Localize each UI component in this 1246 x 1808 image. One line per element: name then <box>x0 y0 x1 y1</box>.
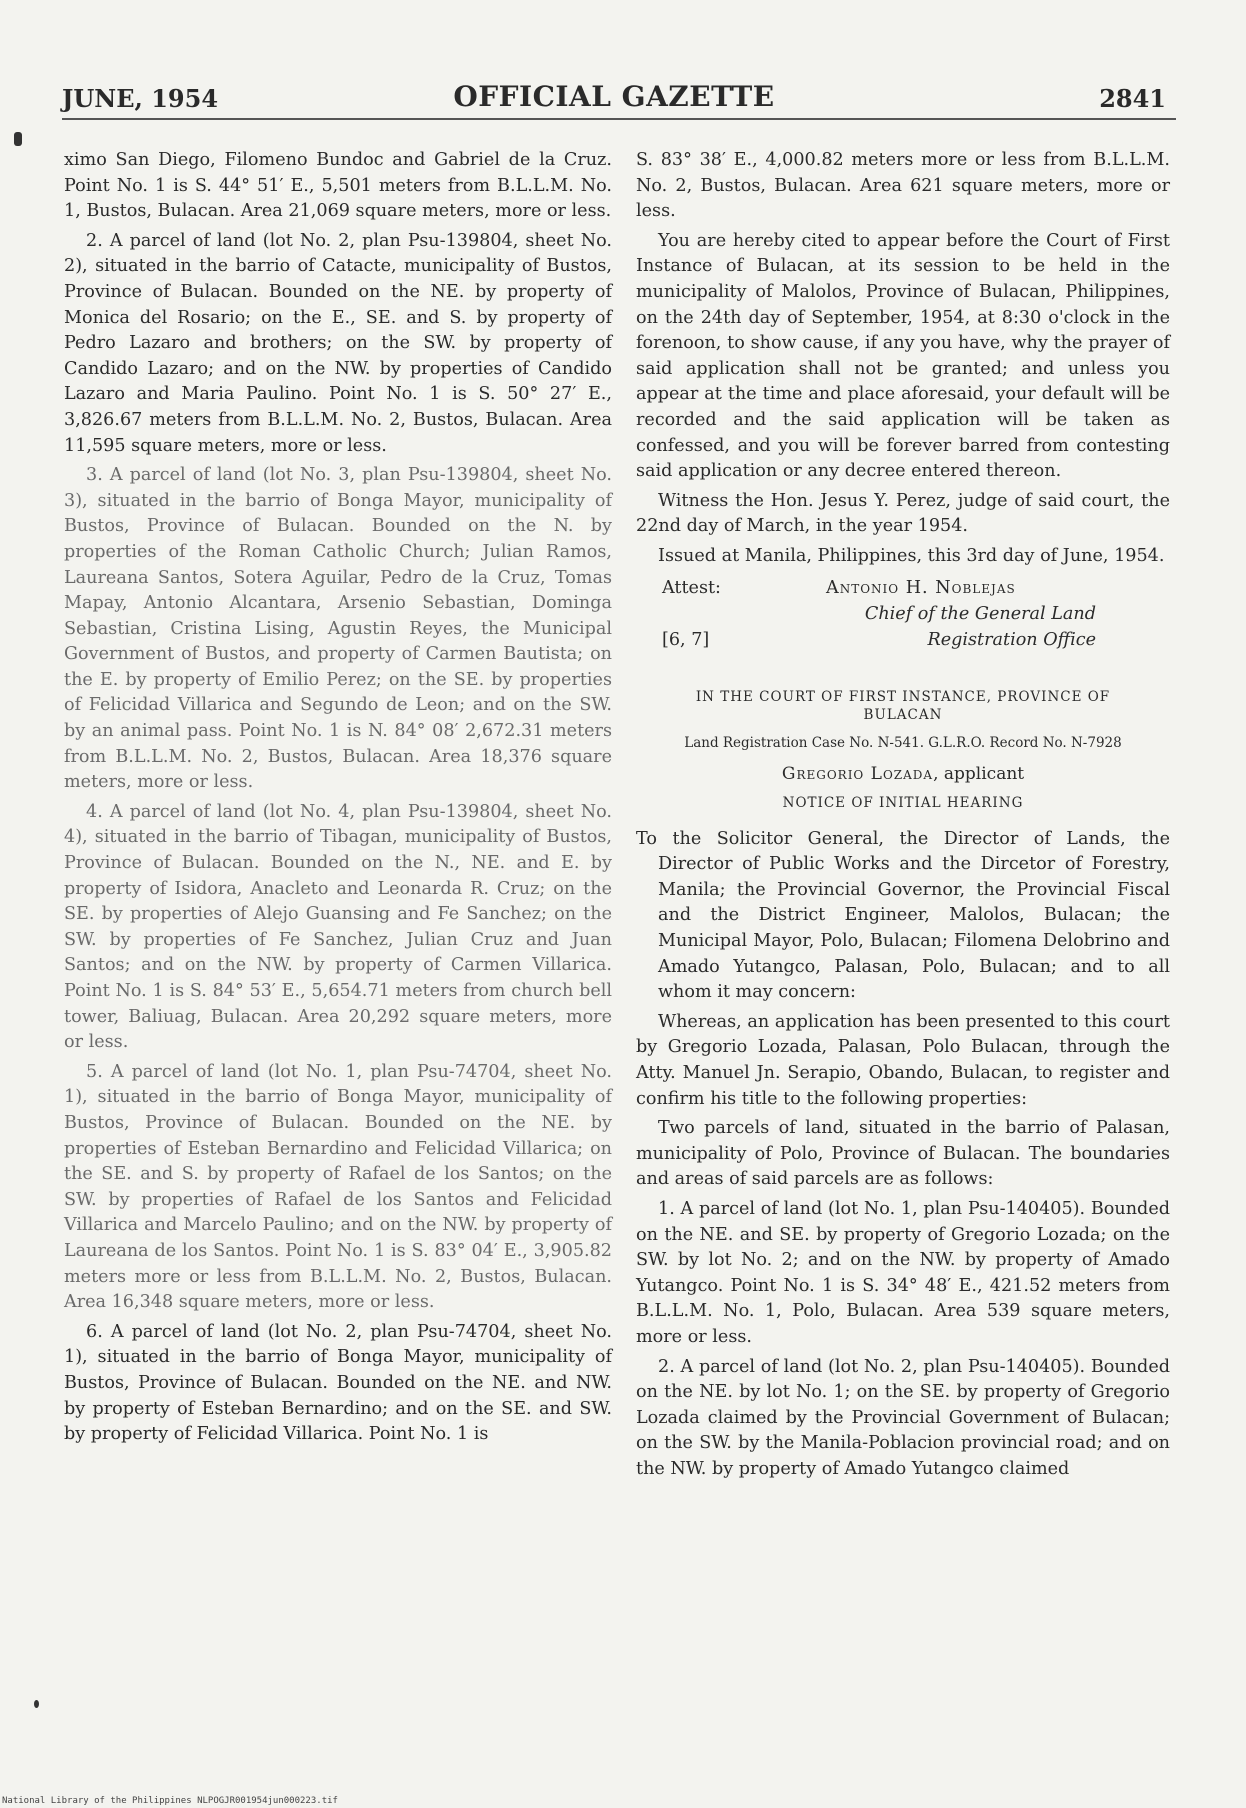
left-paragraph-3: 3. A parcel of land (lot No. 3, plan Psu-139804, sheet No. 3), situated in the barrio of Bonga Mayor, municipality of Bustos, Province of Bulacan. Bounded on the N. by properties of the Roman Catholic Church; Julian Ramos, Laureana Santos, Sotera Aguilar, Pedro de la Cruz, Tomas Mapay, Antonio Alcantara, Arsenio Sebastian, Dominga Sebastian, Cristina Lising, Agustin Reyes, the Municipal Government of Bustos, and property of Carmen Bautista; on the E. by property of Emilio Perez; on the SE. by properties of Felicidad Villarica and Segundo de Leon; and on the SW. by an animal pass. Point No. 1 is N. 84° 08′ 2,672.31 meters from B.L.L.M. No. 2, Bustos, Bulacan. Area 18,376 square meters, more or less. <box>64 465 612 793</box>
parcel-2-paragraph: 2. A parcel of land (lot No. 2, plan Psu-140405). Bounded on the NE. by lot No. 1; on the SE. by property of Gregorio Lozada claimed by the Provincial Government of Bulacan; on the SW. by the Manila-Poblacion provincial road; and on the NW. by property of Amado Yutangco claimed <box>636 1356 1170 1479</box>
header-rule <box>62 118 1176 120</box>
header-date: JUNE, 1954 <box>62 84 219 113</box>
parcels-paragraph: Two parcels of land, situated in the barrio of Palasan, municipality of Polo, Province of Bulacan. The boundaries and areas of said parcels are as follows: <box>636 1118 1170 1190</box>
scan-footer: National Library of the Philippines NLPOGJR001954jun000223.tif <box>2 1796 338 1806</box>
whereas-paragraph: Whereas, an application has been presented to this court by Gregorio Lozada, Palasan, Polo Bulacan, through the Atty. Manuel Jn. Serapio, Obando, Bulacan, to register and confirm his title to the following properties: <box>636 1011 1170 1109</box>
left-paragraph-1: ximo San Diego, Filomeno Bundoc and Gabriel de la Cruz. Point No. 1 is S. 44° 51′ E., 5,501 meters from B.L.L.M. No. 1, Bustos, Bulacan. Area 21,069 square meters, more or less. <box>64 150 612 222</box>
header-page-number: 2841 <box>1099 84 1166 113</box>
attest-issue-number: [6, 7] <box>662 629 710 650</box>
left-paragraph-6: 6. A parcel of land (lot No. 2, plan Psu-74704, sheet No. 1), situated in the barrio of Bonga Mayor, municipality of Bustos, Province of Bulacan. Bounded on the NE. and NW. by property of Esteban Bernardino; and on the SE. and SW. by property of Felicidad Villarica. Point No. 1 is <box>64 1321 612 1445</box>
left-paragraph-2: 2. A parcel of land (lot No. 2, plan Psu-139804, sheet No. 2), situated in the barrio of Catacte, municipality of Bustos, Province of Bulacan. Bounded on the NE. by property of Monica del Rosario; on the E., SE. and S. by property of Pedro Lazaro and brothers; on the SW. by property of Candido Lazaro; and on the NW. by properties of Candido Lazaro and Maria Paulino. Point No. 1 is S. 50° 27′ E., 3,826.67 meters from B.L.L.M. No. 2, Bustos, Bulacan. Area 11,595 square meters, more or less. <box>64 230 612 456</box>
left-column <box>64 148 612 1452</box>
court-heading: IN THE COURT OF FIRST INSTANCE, PROVINCE OF BULACAN <box>695 688 1111 723</box>
applicant-role: , applicant <box>933 763 1025 784</box>
scan-mark <box>14 132 22 146</box>
summons-paragraph: You are hereby cited to appear before the Court of First Instance of Bulacan, at its session to be held in the municipality of Malolos, Province of Bulacan, Philippines, on the 24th day of September, 1954, at 8:30 o'clock in the forenoon, to show cause, if any you have, why the prayer of said application shall not be granted; and unless you appear at the time and place aforesaid, your default will be recorded and the said application will be taken as confessed, and you will be forever barred from contesting said application or any decree entered thereon. <box>636 230 1170 482</box>
attest-block <box>636 576 1170 668</box>
scan-mark <box>34 1700 39 1708</box>
right-paragraph-1: S. 83° 38′ E., 4,000.82 meters more or less from B.L.L.M. No. 2, Bustos, Bulacan. Area 621 square meters, more or less. <box>636 150 1170 222</box>
attest-label: Attest: <box>662 577 721 598</box>
applicant-line <box>636 762 1170 788</box>
right-column <box>636 148 1170 1487</box>
parcel-1-paragraph: 1. A parcel of land (lot No. 1, plan Psu-140405). Bounded on the NE. and SE. by property of Gregorio Lozada; on the SW. by lot No. 2; and on the NW. by property of Amado Yutangco. Point No. 1 is S. 34° 48′ E., 421.52 meters from B.L.L.M. No. 1, Polo, Bulacan. Area 539 square meters, more or less. <box>636 1199 1170 1347</box>
applicant-name: Gregorio Lozada <box>781 763 934 784</box>
attest-name: Antonio H. Noblejas <box>826 577 1016 598</box>
attest-title-2: Registration Office <box>927 629 1096 650</box>
addressee-block: To the Solicitor General, the Director of Lands, the Director of Public Works and the Dircetor of Forestry, Manila; the Provincial Governor, the Provincial Fiscal and the District Engineer, Malolos, Bulacan; the Municipal Mayor, Polo, Bulacan; Filomena Delobrino and Amado Yutangco, Palasan, Polo, Bulacan; and to all whom it may concern: <box>636 828 1170 1003</box>
issued-paragraph: Issued at Manila, Philippines, this 3rd day of June, 1954. <box>658 545 1165 566</box>
header-title: OFFICIAL GAZETTE <box>453 80 775 113</box>
attest-title-1: Chief of the General Land <box>864 603 1096 624</box>
left-paragraph-5: 5. A parcel of land (lot No. 1, plan Psu-74704, sheet No. 1), situated in the barrio of Bonga Mayor, municipality of Bustos, Province of Bulacan. Bounded on the NE. by properties of Esteban Bernardino and Felicidad Villarica; on the SE. and S. by property of Rafael de los Santos; on the SW. by properties of Rafael de los Santos and Felicidad Villarica and Marcelo Paulino; and on the NW. by property of Laureana de los Santos. Point No. 1 is S. 83° 04′ E., 3,905.82 meters more or less from B.L.L.M. No. 2, Bustos, Bulacan. Area 16,348 square meters, more or less. <box>64 1061 612 1313</box>
left-paragraph-4: 4. A parcel of land (lot No. 4, plan Psu-139804, sheet No. 4), situated in the barrio of Tibagan, municipality of Bustos, Province of Bulacan. Bounded on the N., NE. and E. by property of Isidora, Anacleto and Leonarda R. Cruz; on the SE. by properties of Alejo Guansing and Fe Sanchez; on the SW. by properties of Fe Sanchez, Julian Cruz and Juan Santos; and on the NW. by property of Carmen Villarica. Point No. 1 is S. 84° 53′ E., 5,654.71 meters from church bell tower, Baliuag, Bulacan. Area 20,292 square meters, more or less. <box>64 801 612 1053</box>
case-line: Land Registration Case No. N-541. G.L.R.O. Record No. N-7928 <box>684 734 1122 751</box>
page-header <box>62 78 1166 118</box>
witness-paragraph: Witness the Hon. Jesus Y. Perez, judge of said court, the 22nd day of March, in the year 1954. <box>636 490 1170 537</box>
notice-title: NOTICE OF INITIAL HEARING <box>782 795 1024 812</box>
